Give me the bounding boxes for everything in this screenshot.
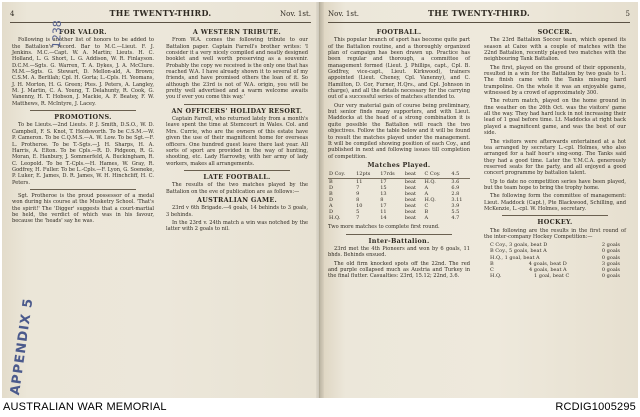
hockey-result-cell: H.Q., 1 goal, beat A [490, 254, 540, 261]
list-item [484, 273, 626, 279]
table-cell: 6.9 [451, 185, 460, 192]
hockey-result-cell: 0 goals [601, 248, 620, 255]
matches-table-body [328, 179, 470, 222]
divider [502, 215, 608, 216]
divider [346, 234, 452, 235]
table-cell: beat [404, 185, 417, 192]
table-cell: D [329, 197, 334, 204]
inter-battalion-text-2: The old firm knocked spots off the 22nd. The red and purple collapsed much as Austria and Turkey in the final flutter. Casualties: 23rd, 15.12; 22nd, 3.6. [328, 260, 470, 280]
right-page-number: 5 [625, 10, 630, 18]
matches-table-header-cell: 4.5 [450, 170, 470, 179]
right-page-date: Nov. 1st. [328, 10, 359, 18]
late-football-text: The results of the two matches played by the Battalion on the eve of publication are as follows:— [166, 182, 308, 195]
soccer-para-3: The return match, played on the home ground in fine weather on the 26th Oct. was the visitors' game all the way. They had hard luck in not increasing their lead of 1 goal before time. Lt. Maddocks at right back played a magnificent game, and was the best of our side. [484, 98, 626, 137]
for-valor-text: Following is another list of honors to be added to the Battalion's record. Bar to M.C.—Lieut. F. J. Jenkins. M.C.—Capt. W. A. Martin; Lieuts. H. C. Holland, L. G. Short, L. G. Addison, W. R. Finlayson. D.C.M.—Sgts. G. Warren, T. A. Dykes, J. A. McClure. M.M.—Sgts. G. Stewart, D. Mellon-ald, A. Brown; C.S.M. A. Berlilah; Cpl. H. Gorta; L.-Cpls. H. Yeomans, J. H. Morton, H. G. Green; Ptes. J. Peters, A. Langley, M. J. Martin, C. A. Young, T. Delahunty, R. Cook, G. Vanenny, H. T. Hobson, J. Mackie, A. F. Beatey, F. W. Matthews, R. McIntyre, J. Lacey. [12, 37, 154, 107]
table-cell: 13 [380, 191, 387, 198]
late-football-heading: LATE FOOTBALL. [203, 172, 271, 181]
hockey-result-cell: 0 goals [601, 254, 620, 261]
matches-table-header-cell: beat [404, 170, 424, 179]
soccer-para-2: The first, played on the ground of their opponents, resulted in a win for the Battalion by two goals to 1. The finish came with the Tanks missing hard trampoline. On the whole it was an enjoyable game, witnessed by a crowd of approximately 300. [484, 64, 626, 97]
table-cell: H.Q. [424, 197, 436, 204]
table-cell: H.Q. [424, 179, 436, 186]
divider [184, 170, 290, 171]
scanned-document [2, 2, 638, 398]
table-cell: 15 [380, 185, 387, 192]
hockey-result-cell: C Coy., 3 goals, beat D [490, 242, 548, 249]
table-cell: beat [404, 203, 417, 210]
right-page [320, 2, 638, 398]
table-cell: 10 [356, 203, 363, 210]
page-fold [316, 2, 324, 398]
table-cell: D [329, 209, 334, 216]
soccer-para-5: Up to date no competition series have been played, but the team hope to bring the trophy home. [484, 178, 626, 191]
table-cell: A [424, 185, 429, 192]
matches-table-header-cell: 17rds [379, 170, 404, 179]
table-cell: 8 [380, 197, 384, 204]
holiday-resort-heading: AN OFFICERS' HOLIDAY RESORT. [171, 106, 303, 115]
table-cell: 7 [356, 185, 360, 192]
western-tribute-heading: A WESTERN TRIBUTE. [192, 28, 282, 36]
table-cell: H.Q. [329, 215, 341, 222]
table-cell: beat [404, 215, 417, 222]
table-cell: 14 [380, 215, 387, 222]
left-page-date: Nov. 1st. [280, 10, 311, 18]
table-cell: 17 [380, 179, 387, 186]
table-cell: 9 [356, 191, 360, 198]
table-cell: beat [404, 191, 417, 198]
left-page-number: 4 [10, 10, 15, 18]
matches-table-header-cell: 12pts [355, 170, 379, 179]
archive-record-id: RCDIG1005295 [555, 401, 636, 413]
table-cell: 7 [356, 215, 360, 222]
appendix-stamp: APPENDIX 5 [8, 296, 37, 397]
soccer-para-4: The visitors were afterwards entertained at a hot tea arranged by secretary L.-cpl. Holmes, who also arranged for a half hour's sing-song. The Tanks said they had a good time. Later the Y.M.C.A. generously reserved seats for the party, and all enjoyed a good concert programme by battalion talent. [484, 138, 626, 177]
promotions-text: To be Lieuts.—2nd Lieuts. P. J. Smith, D.S.O., W. D. Campbell, F. S. Knot, T. Holdsworth. To be C.S.M.—W. P. Cameron. To be C.Q.M.S.—A. W. Low. To be Sgt.—F. L. Protheroe. To be T.-Sgts.—J. H. Sharps, H. A. Harris, A. Elton. To be Cpls.—R. D. Pidgeon, R. G. Moran, E. Hanbury, J. Sommerfeld, A. Buckingham, R. C. Leopold. To be T.-Cpls.—H. Hames, W. Gray, R. Godfrey, H. Fuller. To be L.-Cpls.—F. Lyon, G. Soeneke, P. Luker, E. James, D. R. James, W. H. Hinchcliff, H. C. Peters. [12, 122, 154, 186]
left-page-title: THE TWENTY-THIRD. [109, 8, 212, 18]
right-column-2 [484, 28, 626, 279]
soccer-para-6: The following form the committee of management: Lieut. Maddock (Capt.), Pte Blackwood, Schilling, and McKenzie, L.-cpl. W. Holmes, secretary. [484, 193, 626, 212]
table-cell: 5 [356, 209, 360, 216]
australian-game-result: 23rd v 6th Brigade.—4 goals, 14 behinds to 3 goals, 3 behinds. [166, 205, 308, 218]
hockey-result-cell: 2 goals [601, 242, 620, 249]
hockey-result-cell: 4 goals, beat A [529, 266, 567, 273]
hockey-result-cell: B [490, 260, 494, 267]
for-valor-heading: FOR VALOR. [59, 28, 107, 36]
right-column-1 [328, 28, 470, 282]
table-cell: B [424, 209, 429, 216]
table-cell: 2.8 [451, 191, 460, 198]
hockey-result-cell: 1 goal, beat C [533, 272, 570, 279]
table-cell: 3.6 [451, 179, 460, 186]
australian-game-heading: AUSTRALIAN GAME. [196, 195, 278, 204]
left-column-2 [166, 28, 308, 235]
table-cell: 3.9 [451, 203, 460, 210]
table-cell: 17 [380, 203, 387, 210]
divider [30, 189, 136, 190]
table-cell: A [424, 191, 429, 198]
table-cell: 8 [356, 197, 360, 204]
matches-played-heading: Matches Played. [367, 160, 431, 169]
western-tribute-text: From W.A. comes the following tribute to our Battalion paper. Captain Farrell's brother writes: 'I consider it a very nicely compiled and neatly designed booklet and well worth preserving as a souvenir. Probably the copy we received is the only one that has reached W.A. I have already shown it to several of my friends, and have promised others the loan of it. So although the 23rd is not of W.A. origin, you will be pretty well advertised and a warm welcome awaits you if ever you come this way.' [166, 37, 308, 101]
hockey-result-cell: 3 goals [601, 260, 620, 267]
football-heading: FOOTBALL. [376, 28, 422, 36]
hockey-result-cell: C [490, 266, 494, 273]
table-cell: A [329, 203, 333, 210]
table-cell: 11 [380, 209, 387, 216]
hockey-result-cell: B Coy., 5 goals, beat A [490, 248, 547, 255]
matches-table-header-cell: C Coy. [423, 170, 450, 179]
hockey-heading: HOCKEY. [537, 218, 573, 227]
soccer-heading: SOCCER. [537, 28, 573, 36]
table-cell: beat [404, 179, 417, 186]
matches-table [328, 170, 470, 221]
holiday-resort-text: Captain Farrell, who returned lately from a month's leave spent the time at Stemcourt in Wales. Col. and Mrs. Currie, who are the owners of this estate have given the use of their magnificent home for overseas officers. One hundred guest leave there last year. All sorts of sport are provided in the way of hunting, shooting, etc. Lady Harrowby, with her army of lady workers, makes all arrangements. [166, 116, 308, 167]
promotions-heading: PROMOTIONS. [54, 113, 112, 122]
soccer-result: In the 23rd v. 24th match a win was notched by the latter with 2 goals to nil. [166, 219, 308, 233]
archive-footer [0, 398, 640, 417]
left-page [2, 2, 320, 398]
handwritten-number: 1238 [50, 20, 64, 49]
table-cell: 3.11 [451, 197, 463, 204]
table-cell: C [424, 203, 429, 210]
table-cell: 4.7 [451, 215, 460, 222]
right-page-header [328, 6, 630, 23]
divider [184, 104, 290, 105]
table-cell: A [424, 215, 429, 222]
matches-table-header [328, 170, 470, 179]
hockey-result-cell: 4 goals, beat D [528, 260, 567, 267]
table-cell: B [329, 179, 333, 186]
table-cell: D [329, 185, 334, 192]
table-cell: 5.5 [451, 209, 460, 216]
inter-battalion-text: 23rd met the 4th Pioneers and won by 6 goals, 11 bhds. Behinds ensued. [328, 245, 470, 259]
hockey-result-cell: 0 goals [601, 272, 620, 279]
promotions-note: Sgt. Protheroe is the proud possessor of a medal won during his course at the Musketry School. 'That's the spirit!' The 'Digger' suggests that a court-martial be held, the verdict of which was in his favour, because the 'heads' say he was. [12, 192, 154, 225]
table-cell: B [329, 191, 333, 198]
archive-source: AUSTRALIAN WAR MEMORIAL [3, 401, 167, 413]
right-page-title: THE TWENTY-THIRD. [427, 8, 531, 18]
hockey-result-cell: 0 goals [601, 266, 620, 273]
divider [30, 110, 136, 111]
left-column-1 [12, 28, 154, 227]
matches-note: Two more matches to complete first round. [328, 224, 440, 231]
hockey-intro: The following are the results in the first round of the inter-company Hockey Competition:— [484, 227, 626, 240]
football-para-2: Our very material gain of course being preliminary, but senior finds many supporters, and with Lieut. Maddocks at the head of a strong combination it is quite possible the Battalion will reach the two objectives. Follow the table below and it will be found to result the matches played under the management. It will be compiled showing position of each Coy., and published in next and following issues till completion of competition. [328, 102, 470, 160]
table-cell: 11 [356, 179, 363, 186]
table-cell: beat [404, 197, 417, 204]
matches-table-header-cell: D Coy. [328, 170, 355, 179]
hockey-result-cell: H.Q. [490, 272, 502, 279]
football-para-1: This popular branch of sport has become quite part of the Battalion routine, and a thoroughly organized plan of campaign has been drawn up. Practice has been regular and thorough, a committee of management formed (Lieut. J. Phillips, capt., Cpl. B. Godfrey, vice-capt., Lieut. Kirkwood), trainers appointed (Lieut. Cheney, Cpl. Vanenny), and C. Hamilton, D. Cor, Furner, H.Qrs., and Cpl. Johnson in charge), and all the details necessary for the carrying out of a successful series of matches attended to. [328, 37, 470, 101]
table-row [328, 215, 470, 221]
soccer-para-1: The 23rd Battalion Soccer team, which opened its season at Caixe with a couple of matches with the 22nd Battalion, recently played two matches with the neighbouring Tank Battalion. [484, 37, 626, 63]
table-cell: beat [404, 209, 417, 216]
inter-battalion-heading: Inter-Battalion. [368, 236, 430, 245]
hockey-results [484, 242, 626, 279]
